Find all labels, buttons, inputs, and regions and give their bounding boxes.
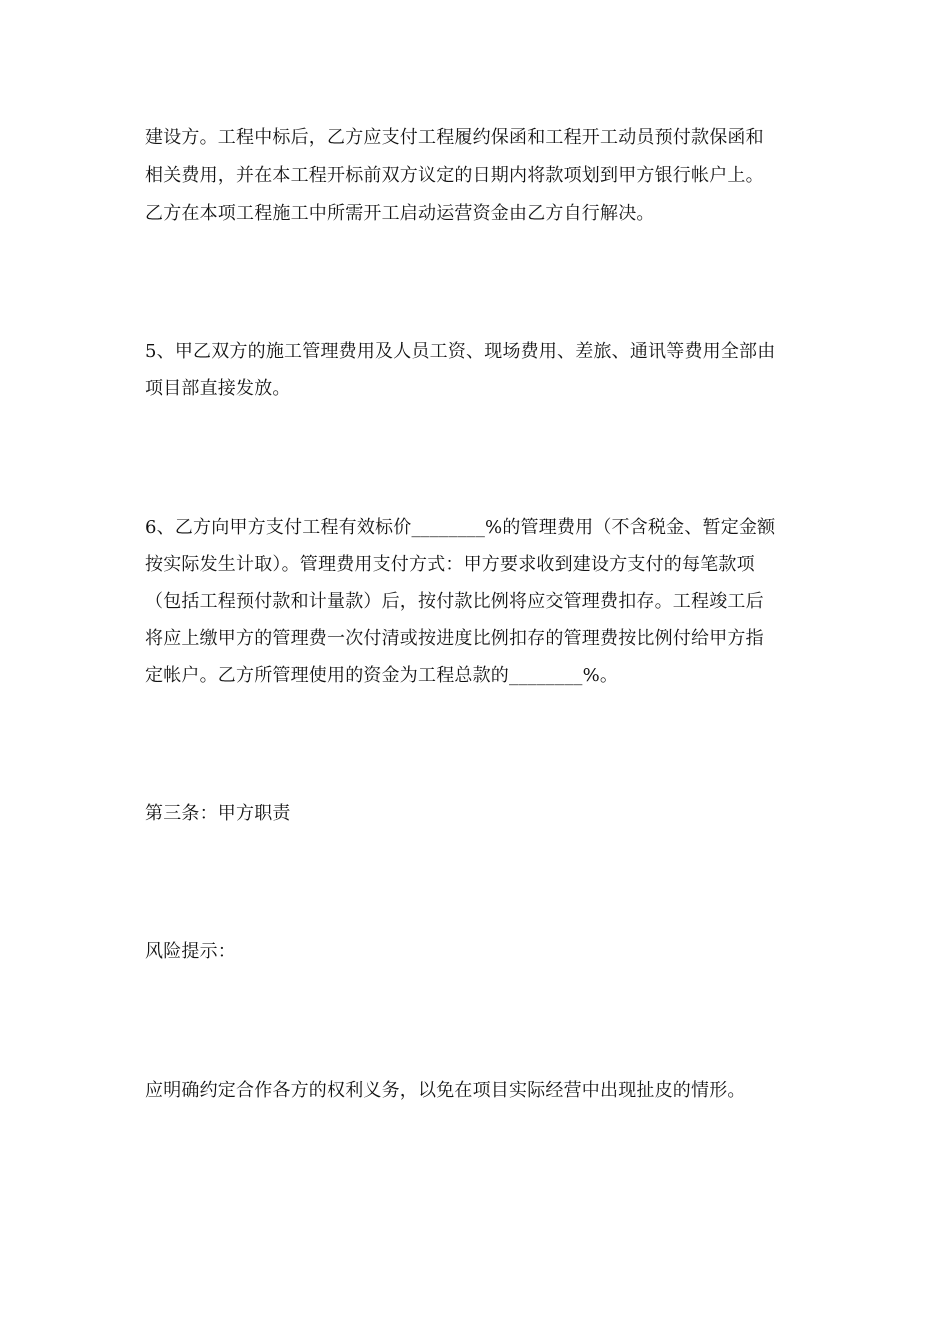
text-line: 建设方。工程中标后，乙方应支付工程履约保函和工程开工动员预付款保函和 (145, 127, 764, 148)
section-heading: 第三条：甲方职责 (145, 803, 291, 824)
text-line: 将应上缴甲方的管理费一次付清或按进度比例扣存的管理费按比例付给甲方指 (145, 628, 764, 649)
risk-text: 应明确约定合作各方的权利义务，以免在项目实际经营中出现扯皮的情形。 (145, 1080, 746, 1101)
text-line: 项目部直接发放。 (145, 378, 291, 399)
text-line: 相关费用，并在本工程开标前双方议定的日期内将款项划到甲方银行帐户上。 (145, 165, 764, 186)
risk-label: 风险提示： (145, 941, 236, 962)
text-line: 定帐户。乙方所管理使用的资金为工程总款的________%。 (145, 665, 619, 686)
text-line: 乙方在本项工程施工中所需开工启动运营资金由乙方自行解决。 (145, 203, 655, 224)
text-line: （包括工程预付款和计量款）后，按付款比例将应交管理费扣存。工程竣工后 (145, 591, 764, 612)
text-line: 5、甲乙双方的施工管理费用及人员工资、现场费用、差旅、通讯等费用全部由 (145, 341, 776, 362)
text-line: 6、乙方向甲方支付工程有效标价________%的管理费用（不含税金、暂定金额 (145, 517, 776, 538)
text-line: 按实际发生计取）。管理费用支付方式：甲方要求收到建设方支付的每笔款项 (145, 554, 755, 575)
